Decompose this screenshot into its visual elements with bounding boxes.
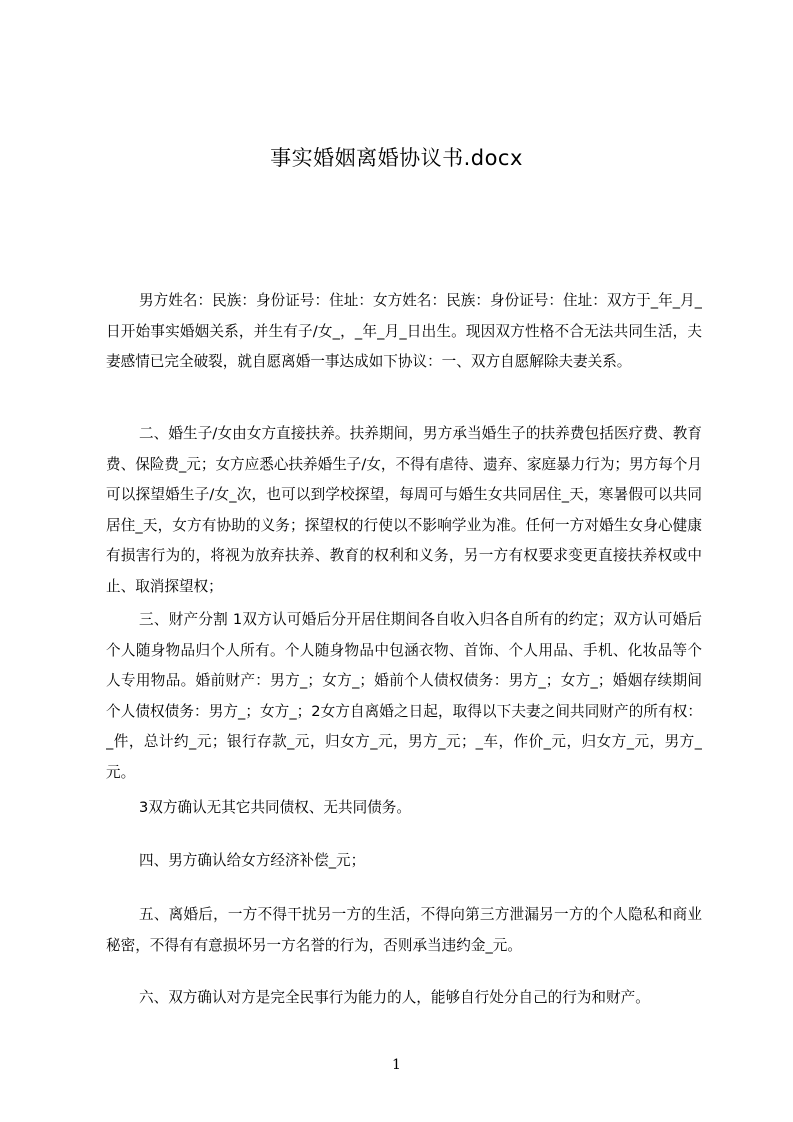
- paragraph-parties: 男方姓名：民族：身份证号：住址：女方姓名：民族：身份证号：住址：双方于_年_月_日开始事实婚姻关系，并生有子/女_，_年_月_日出生。现因双方性格不合无法共同生活，夫妻感情已完全破裂，就自愿离婚一事达成如下协议：一、双方自愿解除夫妻关系。: [106, 292, 702, 370]
- document-title: 事实婚姻离婚协议书.docx: [270, 146, 523, 170]
- page-number: 1: [392, 1057, 401, 1073]
- paragraph-child-custody: 二、婚生子/女由女方直接扶养。扶养期间，男方承当婚生子的扶养费包括医疗费、教育费、保险费_元；女方应悉心扶养婚生子/女，不得有虐待、遗弃、家庭暴力行为；男方每个月可以探望婚生子/女_次，也可以到学校探望，每周可与婚生女共同居住_天，寒暑假可以共同居住_天，女方有协助的义务；探望权的行使以不影响学业为准。任何一方对婚生女身心健康有损害行为的，将视为放弃扶养、教育的权利和义务，另一方有权要求变更直接扶养权或中止、取消探望权；: [106, 425, 702, 595]
- paragraph-property-division: 三、财产分割 1双方认可婚后分开居住期间各自收入归各自所有的约定；双方认可婚后个人随身物品归个人所有。个人随身物品中包涵衣物、首饰、个人用品、手机、化妆品等个人专用物品。婚前财产：男方_；女方_；婚前个人债权债务：男方_；女方_；婚姻存续期间个人债权债务：男方_；女方_；2女方自离婚之日起，取得以下夫妻之间共同财产的所有权：_件，总计约_元；银行存款_元，归女方_元，男方_元；_车，作价_元，归女方_元，男方_元。: [106, 611, 702, 781]
- paragraph-compensation: 四、男方确认给女方经济补偿_元；: [139, 852, 366, 869]
- paragraph-capacity: 六、双方确认对方是完全民事行为能力的人，能够自行处分自己的行为和财产。: [139, 989, 650, 1006]
- paragraph-privacy: 五、离婚后，一方不得干扰另一方的生活，不得向第三方泄漏另一方的个人隐私和商业秘密，不得有有意损坏另一方名誉的行为，否则承当违约金_元。: [106, 906, 702, 954]
- paragraph-debts: 3双方确认无其它共同债权、无共同债务。: [139, 799, 411, 816]
